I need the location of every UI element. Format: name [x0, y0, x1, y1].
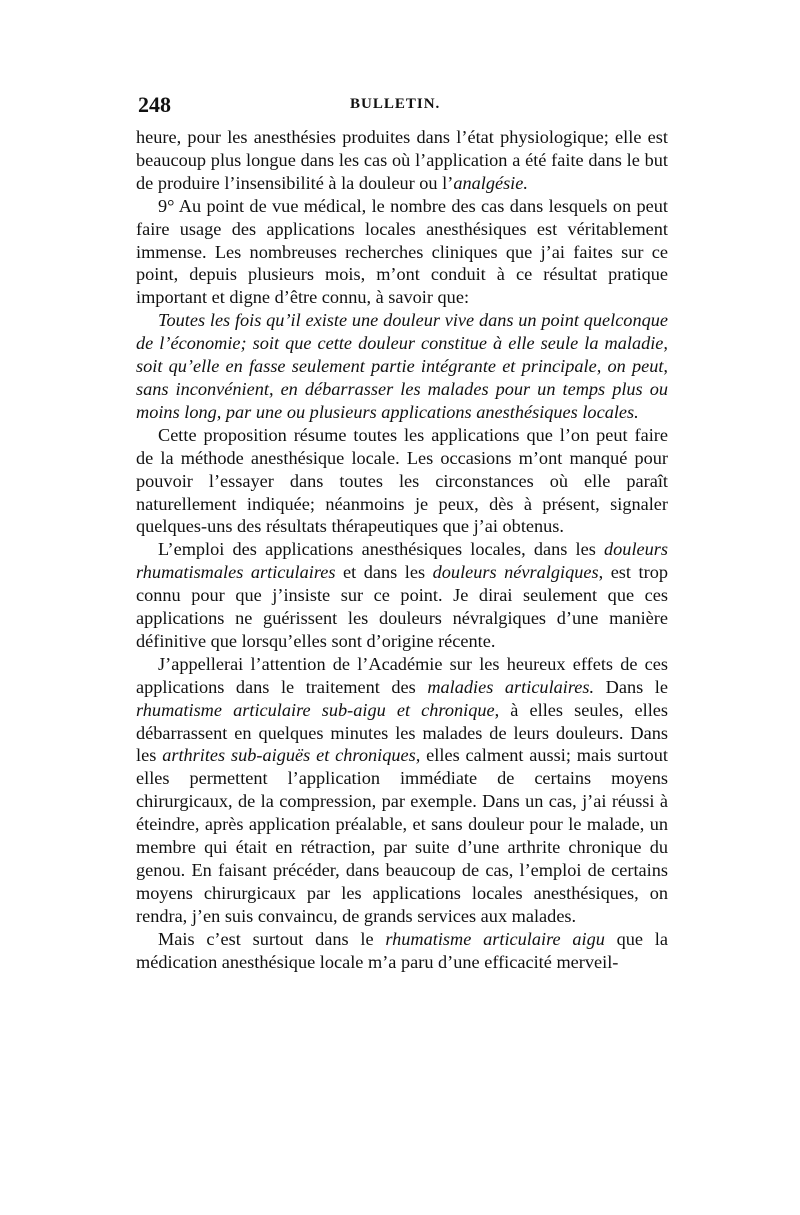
italic-segment: rhumatisme articulaire aigu: [385, 928, 605, 949]
body-text: [136, 126, 668, 974]
paragraph-continuation: [136, 126, 668, 195]
text-segment: et dans les: [335, 562, 433, 583]
paragraph-summary: [136, 424, 668, 539]
text-segment: 9° Au point de vue médical, le nombre des cas dans lesquels on peut faire usage des applications locales anesthésiques est véritablement immense. Les nombreuses recherches cliniques que j’ai faites sur ce point, depuis plusieurs mois, m’ont conduit à ce résultat pratique important et digne d’être connu, à savoir que:: [136, 195, 668, 308]
page-header: [138, 92, 668, 122]
italic-segment: douleurs névralgiques: [432, 562, 599, 583]
text-segment: , est trop connu pour que j’insiste sur ce point. Je dirai seulement que ces applications ne guérissent les douleurs névralgiques d’une manière définitive que lorsqu’elles sont d’origine récente.: [136, 562, 668, 651]
paragraph-articular: [136, 653, 668, 928]
paragraph-acute-rheumatism: [136, 928, 668, 974]
paragraph-proposition: [136, 309, 668, 424]
italic-segment: douleurs rhumatismales articulaires: [136, 539, 668, 583]
italic-segment: Toutes les fois qu’il existe une douleur vive dans un point quelconque de l’économie; soit que cette douleur constitue à elle seule la maladie, soit qu’elle en fasse seulement partie intégrante et principale, on peut, sans inconvénient, en débarrasser les malades pour un temps plus ou moins long, par une ou plusieurs applications anesthésiques locales.: [136, 310, 668, 422]
text-segment: Mais c’est surtout dans le: [158, 928, 386, 949]
paragraph-point-9: [136, 195, 668, 310]
text-segment: heure, pour les anesthésies produites dans l’état physiologique; elle est beaucoup plus longue dans les cas où l’application a été faite dans le but de produire l’insensibilité à la douleur ou l’: [136, 127, 668, 193]
page-number: 248: [138, 92, 171, 117]
text-segment: , à elles seules, elles débarrassent en quelques minutes les malades de leurs douleurs. Dans les: [136, 699, 669, 766]
italic-segment: arthrites sub-aiguës et chroniques,: [162, 745, 421, 766]
text-segment: L’emploi des applications anesthésiques locales, dans les: [158, 539, 605, 560]
italic-segment: maladies articulaires.: [427, 676, 595, 697]
italic-segment: analgésie.: [453, 172, 528, 193]
text-segment: que la médication anesthésique locale m’a paru d’une efficacité merveil-: [136, 928, 668, 972]
text-segment: elles calment aussi; mais surtout elles permettent l’application immédiate de certains moyens chirurgicaux, de la compression, par exemple. Dans un cas, j’ai réussi à éteindre, après application préalable, et sans douleur pour le malade, un membre qui était en rétraction, par suite d’une arthrite chronique du genou. En faisant précéder, dans beaucoup de cas, l’emploi de certains moyens chirurgicaux par les applications locales anesthésiques, on rendra, j’en suis convaincu, de grands services aux malades.: [136, 745, 668, 926]
text-segment: J’appellerai l’attention de l’Académie sur les heureux effets de ces applications dans le traitement des: [136, 653, 668, 697]
italic-segment: rhumatisme articulaire sub-aigu et chronique: [136, 699, 495, 720]
text-segment: Cette proposition résume toutes les applications que l’on peut faire de la méthode anesthésique locale. Les occasions m’ont manqué pour pouvoir l’essayer dans toutes les circonstances où elle paraît naturellement indiquée; néanmoins je peux, dès à présent, signaler quelques-uns des résultats thérapeutiques que j’ai obtenus.: [136, 424, 668, 537]
paragraph-neuralgia: [136, 538, 668, 653]
text-segment: Dans le: [594, 676, 668, 697]
running-title: BULLETIN.: [350, 96, 441, 112]
